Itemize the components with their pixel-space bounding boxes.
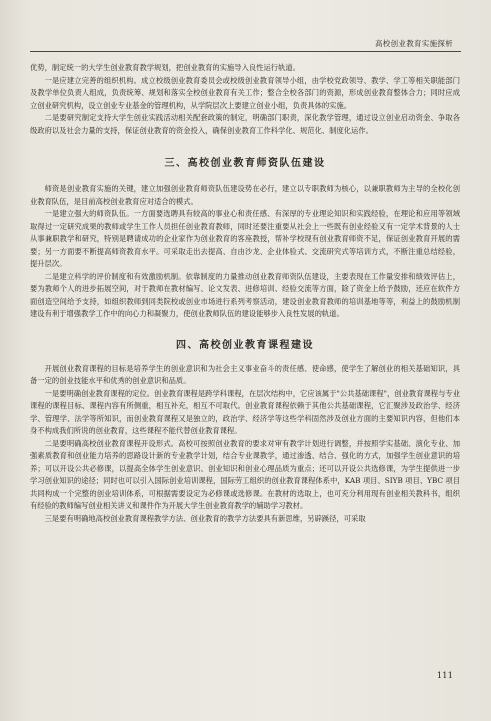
header-rule	[30, 51, 461, 52]
paragraph: 三是要有明确地高校创业教育课程教学方法、创业教育的教学方法要具有新思维，另辟蹊径，可采取	[44, 513, 366, 523]
section-heading-4: 四、高校创业教育课程建设	[176, 339, 314, 351]
intro-paragraphs	[30, 62, 460, 137]
curriculum-paragraphs	[30, 363, 460, 526]
paragraph: 二是要研究制定支持大学生创业实践活动相关配套政策的制定，明确部门职责，深化教学管理，通过设立创业启动资金、争取各级政府以及社会力量的支持，保证创业教育的资金投入，确保创业教育工作科学化、规范化、制度化运作。	[30, 113, 460, 135]
running-head: 高校创业教育实施探析	[375, 39, 453, 48]
paragraph: 优势，制定统一的大学生创业教育教学规划，把创业教育的实施导入良性运行轨道。	[30, 63, 300, 72]
paragraph: 一是应建立完善的组织机构。成立校级创业教育委员会或校级创业教育领导小组，由学校党政领导、教学、学工等相关职能部门及教学单位负责人组成，负责统筹、规划和落实全校创业教育有关工作；整合全校各部门的资源，形成创业教育整体合力；同时应成立创业研究机构，设立创业专业基金的管理机构，从学院层次上要建立创业小组，负责具体的实施。	[30, 75, 460, 110]
faculty-paragraphs	[30, 183, 460, 321]
section-heading-3: 三、高校创业教育师资队伍建设	[164, 158, 326, 169]
page-number: 111	[436, 671, 453, 681]
paragraph: 二是要明确高校创业教育课程开设形式。高校可按照创业教育的要求对审有教学计划进行调整，并按照学实基础、演化专业、加强素质教育和创业能力培养的思路设计新的专业教学计划，结合专业课教学，通过渗透、结合、强化的方式，加强学生创业意识的培养；可以开设公共必修课，以提高全体学生创业意识、创业知识和创业心理品质为重点；还可以开设公共选修课，为学生提供进一步学习创业知识的途径；同时也可以引入国际创业培训课程，国际劳工组织的创业教育课程体系中，KAB 项目、SIYB 项目、YBC 项目共同构成一个完整的创业培训体系，可根据需要设定为必修课或选修课。在教材的选取上，也可充分利用现有创业相关教科书，组织有经验的教师编写创业相关讲义和课件作为开展大学生创业教育教学的辅助学习教材。	[30, 438, 460, 510]
paragraph: 二是建立科学的评价制度和有效激励机制。依靠制度的力量推动创业教育师资队伍建设，主要表现在工作量安排和绩效评估上，要为教师个人的进步拓展空间，对于教师在教材编写、论文发表、进修培训、经验交流等方面，除了资金上给予鼓励，还应在软件方面创造空间给予支持，如组织教师到同类院校或创业市场进行系列考察活动，建设创业教育教师的培训基地等等，利益上的鼓励机制建设有利于增强教学工作中的向心力和凝聚力，使创业教师队伍的建设能够步入良性发展的轨道。	[30, 271, 460, 318]
paragraph: 师资是创业教育实施的关键，建立加强创业教育师资队伍建设势在必行，建立以专职教师为核心，以兼职教师为主导的全校化创业教育队伍，是目前高校创业教育应对适合的模式。	[30, 184, 460, 206]
body-text	[30, 62, 460, 525]
paragraph: 一是要明确创业教育课程的定位。创业教育课程是跨学科课程，在层次结构中，它应该属于"公共基础课程"，创业教育课程与专业课程的课程目标、课程内容有所侧重，相互补充，相互不可取代。创业教育课程依赖于其他公共基础课程，它汇聚涉及政治学、经济学、管理学、法学等所知识，而创业教育课程又是独立的，政治学、经济学等这些学科固然涉及创业方面的主要知识内容，但他们本身不构成我们所说的创业教育，这些课程不能代替创业教育课程。	[30, 388, 460, 435]
paragraph: 一是建立强大的师资队伍。一方面要选聘具有较高的事业心和责任感、有深厚的专业理论知识和实践经验，在理论和应用等领域取得过一定研究成果的教师或学生工作人员担任创业教育教师，同时还要注重要从社会上一些既有创业经验又有一定学术背景的人士从事兼职教学和研究，特别是聘请成功的企业家作为创业教育的客座教授，帮补学校现有创业教育师资不足，保证创业教育开展的需要；另一方面要不断提高师资教育水平。可采取走出去提高、自由沙龙、企业体验式、交流研究式等培训方式，不断注重总结经验，提升层次。	[30, 209, 460, 268]
paragraph: 开展创业教育课程的目标是培养学生的创业意识和为社会主义事业奋斗的责任感、使命感，使学生了解创业的相关基础知识，具备一定的创业技能水平和优秀的创业意识和品质。	[30, 363, 460, 385]
